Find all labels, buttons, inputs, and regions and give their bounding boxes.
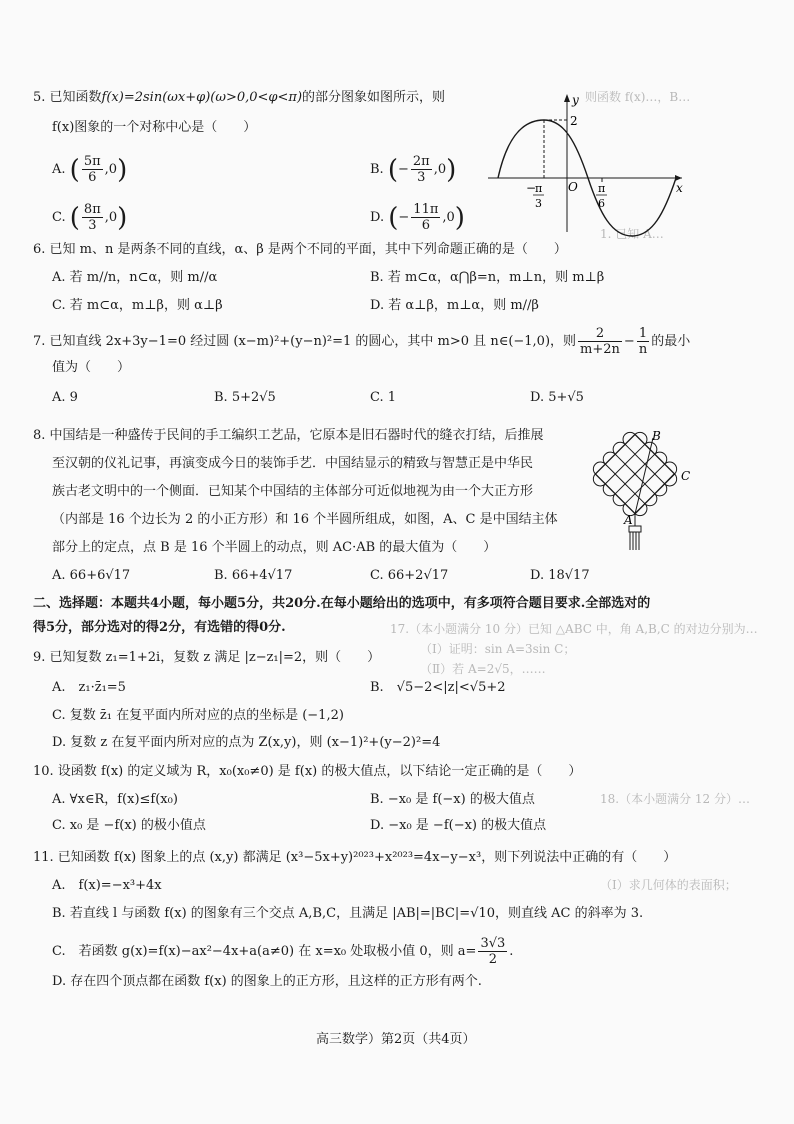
section-2-heading-line2: 得5分，部分选对的得2分，有选错的得0分. bbox=[33, 620, 286, 635]
bleed-text: （Ⅰ）求几何体的表面积； bbox=[600, 878, 737, 892]
q7-option-b[interactable]: B. 5+2√5 bbox=[214, 390, 276, 405]
q6-option-d[interactable]: D. 若 α⊥β，m⊥α，则 m//β bbox=[370, 298, 539, 313]
chinese-knot-figure bbox=[590, 426, 700, 556]
q8-stem-line5: 部分上的定点，点 B 是 16 个半圆上的动点，则 AC·AB 的最大值为（ ） bbox=[52, 540, 497, 555]
point-a-label: A bbox=[624, 513, 633, 527]
point-b-label: B bbox=[652, 429, 661, 443]
q11-option-a[interactable]: A. f(x)=−x³+4x bbox=[52, 878, 162, 893]
q9-option-b[interactable]: B. √5−2<|z|<√5+2 bbox=[370, 680, 506, 695]
q9-option-a[interactable]: A. z₁·z̄₁=5 bbox=[52, 680, 126, 695]
bleed-text: 则函数 f(x)…，B… bbox=[585, 90, 691, 104]
bleed-text: （Ⅰ）证明：sin A=3sin C； bbox=[420, 642, 576, 656]
q10-option-a[interactable]: A. ∀x∈R，f(x)≤f(x₀) bbox=[52, 792, 178, 807]
q11-stem: 11. 已知函数 f(x) 图象上的点 (x,y) 都满足 (x³−5x+y)²⁰²³+x²⁰²³=4x−y−x³，则下列说法中正确的有（ ） bbox=[33, 850, 677, 865]
q8-option-a[interactable]: A. 66+6√17 bbox=[52, 568, 131, 583]
bleed-text: （Ⅱ）若 A=2√5，…… bbox=[420, 662, 546, 676]
pos-tick-num: π bbox=[598, 182, 606, 195]
q7-option-d[interactable]: D. 5+√5 bbox=[530, 390, 584, 405]
q6-option-a[interactable]: A. 若 m//n，n⊂α，则 m//α bbox=[52, 270, 218, 285]
q10-option-c[interactable]: C. x₀ 是 −f(x) 的极小值点 bbox=[52, 818, 206, 833]
q10-option-d[interactable]: D. −x₀ 是 −f(−x) 的极大值点 bbox=[370, 818, 547, 833]
q6-option-b[interactable]: B. 若 m⊂α，α⋂β=n，m⊥n，则 m⊥β bbox=[370, 270, 605, 285]
neg-tick-minus: − bbox=[526, 181, 537, 195]
point-c-label: C bbox=[681, 469, 691, 483]
x-axis-label: x bbox=[676, 181, 683, 195]
q9-option-d[interactable]: D. 复数 z 在复平面内所对应的点为 Z(x,y)，则 (x−1)²+(y−2)²=4 bbox=[52, 735, 441, 750]
q6-stem: 6. 已知 m、n 是两条不同的直线，α、β 是两个不同的平面，其中下列命题正确的是（ ） bbox=[33, 242, 567, 257]
section-2-heading: 二、选择题：本题共4小题，每小题5分，共20分.在每小题给出的选项中，有多项符合题目要求.全部选对的 bbox=[33, 596, 651, 611]
q7-option-c[interactable]: C. 1 bbox=[370, 390, 397, 405]
q6-option-c[interactable]: C. 若 m⊂α，m⊥β，则 α⊥β bbox=[52, 298, 223, 313]
q5-stem-line2: f(x)图象的一个对称中心是（ ） bbox=[52, 120, 257, 135]
origin-label: O bbox=[568, 180, 578, 194]
q9-stem: 9. 已知复数 z₁=1+2i，复数 z 满足 |z−z₁|=2，则（ ） bbox=[33, 650, 381, 665]
q11-option-d[interactable]: D. 存在四个顶点都在函数 f(x) 的图象上的正方形，且这样的正方形有两个. bbox=[52, 974, 482, 989]
q8-option-d[interactable]: D. 18√17 bbox=[530, 568, 590, 583]
q9-option-c[interactable]: C. 复数 z̄₁ 在复平面内所对应的点的坐标是 (−1,2) bbox=[52, 708, 344, 723]
bleed-text: 18.（本小题满分 12 分）… bbox=[600, 792, 750, 806]
bleed-text: 1. 已知 A… bbox=[600, 227, 664, 241]
q5-sine-graph bbox=[488, 92, 688, 242]
q11-option-b[interactable]: B. 若直线 l 与函数 f(x) 的图象有三个交点 A,B,C，且满足 |AB|=|BC|=√10，则直线 AC 的斜率为 3. bbox=[52, 906, 644, 921]
q8-stem-line2: 至汉朝的仪礼记事，再演变成今日的装饰手艺．中国结显示的精致与智慧正是中华民 bbox=[52, 456, 534, 471]
q8-stem-line3: 族古老文明中的一个侧面．已知某个中国结的主体部分可近似地视为由一个大正方形 bbox=[52, 484, 534, 499]
q7-stem: 7. 已知直线 2x+3y−1=0 经过圆 (x−m)²+(y−n)²=1 的圆心，其中 m>0 且 n∈(−1,0)，则 $\frac{2}{m+2n}$ − $\frac{1}{n}$ 的最小 bbox=[33, 326, 691, 357]
q8-option-c[interactable]: C. 66+2√17 bbox=[370, 568, 449, 583]
pos-tick-den: 6 bbox=[598, 197, 605, 210]
q8-option-b[interactable]: B. 66+4√17 bbox=[214, 568, 293, 583]
bleed-text: 17.（本小题满分 10 分）已知 △ABC 中，角 A,B,C 的对边分别为… bbox=[390, 622, 758, 636]
q5-option-c[interactable]: C. ( $\frac{8\pi}{3}$ ,0 ) bbox=[52, 202, 128, 233]
q5-option-b[interactable]: B. ( − $\frac{2\pi}{3}$ ,0 ) bbox=[370, 154, 457, 185]
q8-stem-line1: 8. 中国结是一种盛传于民间的手工编织工艺品，它原本是旧石器时代的缝衣打结，后推展 bbox=[33, 428, 544, 443]
q10-stem: 10. 设函数 f(x) 的定义域为 R，x₀(x₀≠0) 是 f(x) 的极大值点，以下结论一定正确的是（ ） bbox=[33, 764, 582, 779]
q7-stem-line2: 值为（ ） bbox=[52, 360, 131, 375]
q7-option-a[interactable]: A. 9 bbox=[52, 390, 78, 405]
y-axis-label: y bbox=[572, 93, 579, 107]
q10-option-b[interactable]: B. −x₀ 是 f(−x) 的极大值点 bbox=[370, 792, 535, 807]
page-footer: 高三数学）第2页（共4页） bbox=[316, 1032, 476, 1047]
neg-tick-num: π bbox=[535, 182, 543, 195]
q5-option-a[interactable]: A. ( $\frac{5\pi}{6}$ ,0 ) bbox=[52, 154, 128, 185]
q11-option-c[interactable]: C. 若函数 g(x)=f(x)−ax²−4x+a(a≠0) 在 x=x₀ 处取极小值 0，则 a= $\frac{3√3}{2}$ . bbox=[52, 936, 514, 967]
max-value-label: 2 bbox=[570, 114, 578, 128]
q8-stem-line4: （内部是 16 个边长为 2 的小正方形）和 16 个半圆所组成，如图，A、C 是中国结主体 bbox=[52, 512, 558, 527]
q5-stem: 5. 已知函数f(x)=2sin(ωx+φ)(ω>0,0<φ<π)的部分图象如图所示，则 bbox=[33, 90, 446, 105]
q5-option-d[interactable]: D. ( − $\frac{11\pi}{6}$ ,0 ) bbox=[370, 202, 465, 233]
neg-tick-den: 3 bbox=[535, 197, 542, 210]
